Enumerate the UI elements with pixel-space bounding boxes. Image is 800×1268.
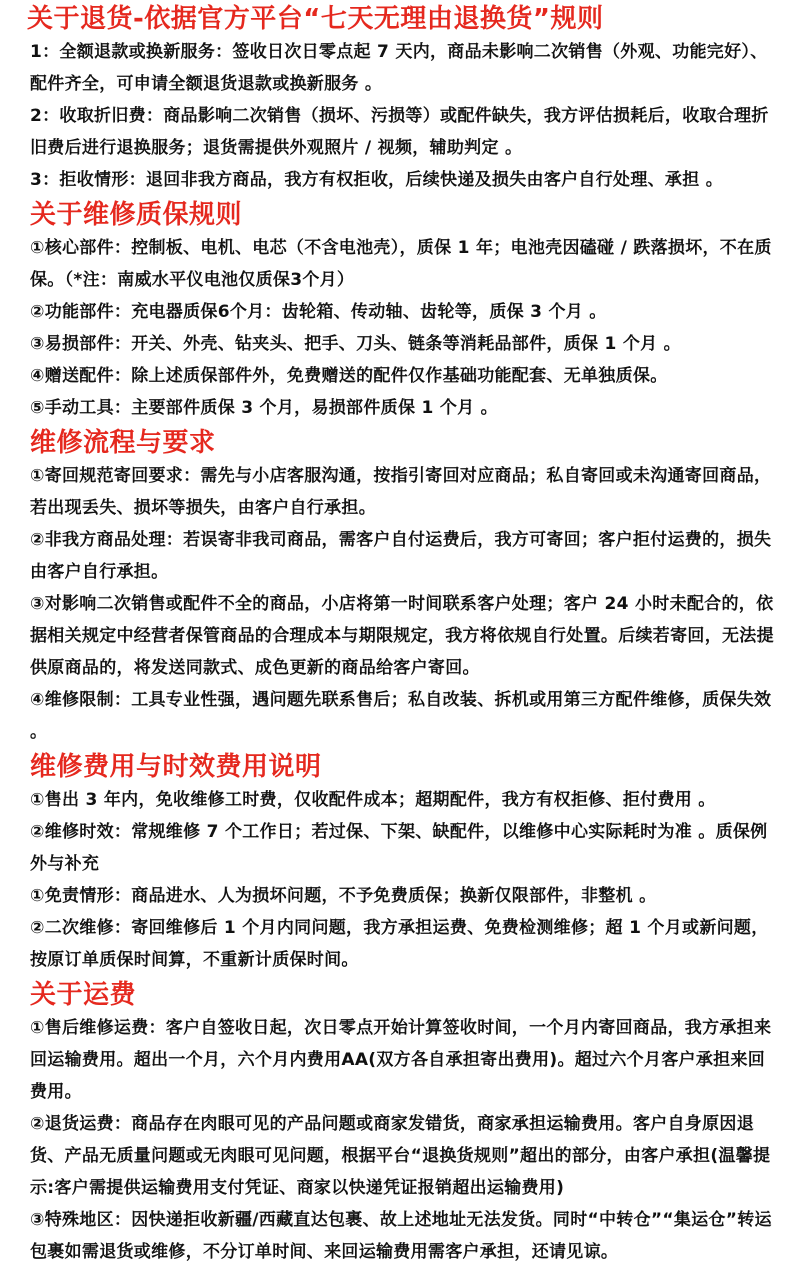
section-title: 维修费用与时效费用说明 xyxy=(30,752,322,782)
section-return-policy xyxy=(27,2,782,196)
policy-paragraph: ⑤手动工具：主要部件质保 3 个月，易损部件质保 1 个月 。 xyxy=(30,398,498,418)
policy-paragraph: ①售出 3 年内，免收维修工时费，仅收配件成本；超期配件，我方有权拒修、拒付费用 。 xyxy=(30,790,716,810)
policy-paragraph: ③特殊地区：因快递拒收新疆/西藏直达包裹、故上述地址无法发货。同时“中转仓”“集运仓”转运包裹如需退货或维修，不分订单时间、来回运输费用需客户承担，还请见谅。 xyxy=(30,1210,772,1262)
policy-paragraph: ③对影响二次销售或配件不全的商品，小店将第一时间联系客户处理；客户 24 小时未配合的，依据相关规定中经营者保管商品的合理成本与期限规定，我方将依规自行处置。后续若寄回，无法提供原商品的，将发送同款式、成色更新的商品给客户寄回。 xyxy=(30,594,774,678)
section-title: 维修流程与要求 xyxy=(30,428,216,458)
policy-paragraph: ③易损部件：开关、外壳、钻夹头、把手、刀头、链条等消耗品部件，质保 1 个月 。 xyxy=(30,334,681,354)
policy-paragraph: ①核心部件：控制板、电机、电芯（不含电池壳），质保 1 年；电池壳因磕碰 / 跌落损坏，不在质保。（*注：南威水平仪电池仅质保3个月） xyxy=(30,238,772,290)
policy-paragraph: ②维修时效：常规维修 7 个工作日；若过保、下架、缺配件，以维修中心实际耗时为准 。质保例外与补充 xyxy=(30,822,768,874)
section-warranty-rules xyxy=(30,198,782,424)
section-repair-fees xyxy=(30,750,782,976)
section-title: 关于维修质保规则 xyxy=(30,200,243,230)
policy-paragraph: ①寄回规范寄回要求：需先与小店客服沟通，按指引寄回对应商品；私自寄回或未沟通寄回商品，若出现丢失、损坏等损失，由客户自行承担。 xyxy=(30,466,772,518)
policy-paragraph: 1：全额退款或换新服务：签收日次日零点起 7 天内，商品未影响二次销售（外观、功能完好）、配件齐全，可申请全额退货退款或换新服务 。 xyxy=(30,42,768,94)
policy-paragraph: ④赠送配件：除上述质保部件外，免费赠送的配件仅作基础功能配套、无单独质保。 xyxy=(30,366,668,386)
policy-paragraph: ②非我方商品处理：若误寄非我司商品，需客户自付运费后，我方可寄回；客户拒付运费的，损失由客户自行承担。 xyxy=(30,530,772,582)
policy-paragraph: 3：拒收情形：退回非我方商品，我方有权拒收，后续快递及损失由客户自行处理、承担 。 xyxy=(30,170,724,190)
policy-paragraph: ②二次维修：寄回维修后 1 个月内同问题，我方承担运费、免费检测维修；超 1 个月或新问题，按原订单质保时间算，不重新计质保时间。 xyxy=(30,918,769,970)
section-title: 关于运费 xyxy=(30,980,137,1010)
section-shipping-fees xyxy=(30,978,782,1268)
policy-paragraph: ①免责情形：商品进水、人为损坏问题，不予免费质保；换新仅限部件，非整机 。 xyxy=(30,886,657,906)
policy-paragraph: ②功能部件：充电器质保6个月：齿轮箱、传动轴、齿轮等，质保 3 个月 。 xyxy=(30,302,607,322)
policy-paragraph: ①售后维修运费：客户自签收日起，次日零点开始计算签收时间，一个月内寄回商品，我方承担来回运输费用。超出一个月，六个月内费用AA(双方各自承担寄出费用)。超过六个月客户承担来回费用。 xyxy=(30,1018,772,1102)
section-title: 关于退货-依据官方平台“七天无理由退换货”规则 xyxy=(27,4,604,34)
section-repair-process xyxy=(30,426,782,748)
policy-paragraph: ④维修限制：工具专业性强，遇问题先联系售后；私自改装、拆机或用第三方配件维修，质保失效 。 xyxy=(30,690,772,742)
policy-paragraph: ②退货运费：商品存在肉眼可见的产品问题或商家发错货，商家承担运输费用。客户自身原因退货、产品无质量问题或无肉眼可见问题，根据平台“退换货规则”超出的部分，由客户承担(温馨提示:客户需提供运输费用支付凭证、商家以快递凭证报销超出运输费用) xyxy=(30,1114,771,1198)
policy-paragraph: 2：收取折旧费：商品影响二次销售（损坏、污损等）或配件缺失，我方评估损耗后，收取合理折旧费后进行退换服务；退货需提供外观照片 / 视频，辅助判定 。 xyxy=(30,106,769,158)
